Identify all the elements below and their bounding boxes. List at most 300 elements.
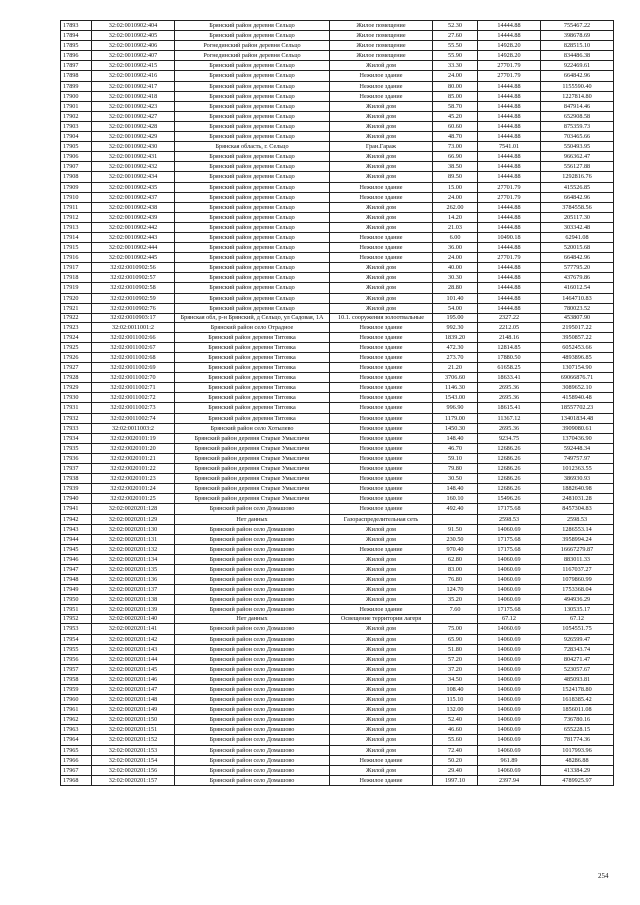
cell-cadastral-number: 32:02:0010902:58 bbox=[92, 283, 175, 293]
table-row bbox=[61, 544, 614, 554]
cell-cadastral-number: 32:02:0011002:74 bbox=[92, 413, 175, 423]
cell-specific-value: 14928.20 bbox=[478, 51, 541, 61]
cell-cadastral-number: 32:02:0010902:423 bbox=[92, 101, 175, 111]
cell-row-number: 17930 bbox=[61, 393, 92, 403]
cell-cadastral-number: 32:02:0020201:130 bbox=[92, 524, 175, 534]
cell-area: 24.00 bbox=[433, 71, 478, 81]
cell-object-type: Жилой дом bbox=[330, 554, 433, 564]
cell-object-type: Нежилое здание bbox=[330, 71, 433, 81]
cell-cadastral-value: 485093.81 bbox=[541, 674, 614, 684]
cell-cadastral-number: 32:02:0010902:437 bbox=[92, 192, 175, 202]
cell-cadastral-number: 32:02:0010902:405 bbox=[92, 31, 175, 41]
cell-row-number: 17913 bbox=[61, 222, 92, 232]
cell-object-type: Нежилое здание bbox=[330, 413, 433, 423]
cell-address: Брянский район деревня Сельцо bbox=[175, 303, 330, 313]
cell-area: 89.50 bbox=[433, 172, 478, 182]
cell-area: 101.40 bbox=[433, 293, 478, 303]
table-row bbox=[61, 332, 614, 342]
table-row bbox=[61, 464, 614, 474]
cell-specific-value: 14060.69 bbox=[478, 554, 541, 564]
cell-area: 1839.20 bbox=[433, 332, 478, 342]
cell-row-number: 17961 bbox=[61, 705, 92, 715]
cell-cadastral-number: 32:02:0020201:135 bbox=[92, 564, 175, 574]
cell-cadastral-number: 32:02:0020101:23 bbox=[92, 474, 175, 484]
cell-address: Брянский район деревня Сельцо bbox=[175, 172, 330, 182]
cell-cadastral-value: 1524178.80 bbox=[541, 685, 614, 695]
cell-cadastral-number: 32:02:0020201:147 bbox=[92, 685, 175, 695]
cell-address: Брянский район деревня Сельцо bbox=[175, 202, 330, 212]
cell-address: Брянский район село Домашово bbox=[175, 534, 330, 544]
cell-address: Брянский район деревня Сельцо bbox=[175, 182, 330, 192]
cell-cadastral-value: 3958994.24 bbox=[541, 534, 614, 544]
cell-specific-value: 14060.69 bbox=[478, 695, 541, 705]
cell-address: Брянский район село Домашово bbox=[175, 564, 330, 574]
cell-object-type: Нежилое здание bbox=[330, 363, 433, 373]
cell-area: 58.70 bbox=[433, 101, 478, 111]
cell-object-type: 10.1. сооружения золоотвальные bbox=[330, 313, 433, 322]
cell-area: 1146.30 bbox=[433, 383, 478, 393]
cell-area: 28.80 bbox=[433, 283, 478, 293]
cell-address: Брянский район деревня Сельцо bbox=[175, 222, 330, 232]
cell-address: Брянский район деревня Титовка bbox=[175, 342, 330, 352]
cell-area: 29.40 bbox=[433, 765, 478, 775]
cell-cadastral-number: 32:02:0020201:132 bbox=[92, 544, 175, 554]
cell-cadastral-number: 32:02:0020201:150 bbox=[92, 715, 175, 725]
cell-cadastral-number: 32:02:0010902:430 bbox=[92, 142, 175, 152]
cell-cadastral-value: 4158940.48 bbox=[541, 393, 614, 403]
cell-object-type: Нежилое здание bbox=[330, 464, 433, 474]
cell-row-number: 17921 bbox=[61, 303, 92, 313]
cell-address: Брянский район село Домашово bbox=[175, 605, 330, 615]
cell-specific-value: 15496.26 bbox=[478, 494, 541, 504]
cell-cadastral-value: 652908.58 bbox=[541, 111, 614, 121]
table-row bbox=[61, 514, 614, 524]
cell-address: Брянский район село Домашово bbox=[175, 664, 330, 674]
cell-object-type: Жилой дом bbox=[330, 585, 433, 595]
cell-area: 24.00 bbox=[433, 253, 478, 263]
cell-cadastral-value: 1017993.96 bbox=[541, 745, 614, 755]
cell-area: 46.60 bbox=[433, 725, 478, 735]
cell-area bbox=[433, 514, 478, 524]
cell-object-type: Жилой дом bbox=[330, 303, 433, 313]
cell-row-number: 17938 bbox=[61, 474, 92, 484]
table-row bbox=[61, 705, 614, 715]
cell-row-number: 17940 bbox=[61, 494, 92, 504]
cell-area: 72.40 bbox=[433, 745, 478, 755]
cell-address: Брянский район село Домашово bbox=[175, 755, 330, 765]
cell-specific-value: 2695.36 bbox=[478, 383, 541, 393]
cell-cadastral-number: 32:02:0010902:404 bbox=[92, 21, 175, 31]
cell-address: Брянский район деревня Старые Умысличи bbox=[175, 494, 330, 504]
cell-area: 37.20 bbox=[433, 664, 478, 674]
cell-specific-value: 14444.88 bbox=[478, 31, 541, 41]
cell-row-number: 17949 bbox=[61, 585, 92, 595]
cell-cadastral-number: 32:02:0010902:444 bbox=[92, 243, 175, 253]
cell-cadastral-number: 32:02:0011002:68 bbox=[92, 353, 175, 363]
cell-address: Брянский район село Домашово bbox=[175, 705, 330, 715]
cell-object-type: Нежилое здание bbox=[330, 373, 433, 383]
cell-cadastral-number: 32:02:0020201:142 bbox=[92, 634, 175, 644]
table-row bbox=[61, 303, 614, 313]
cell-area: 21.03 bbox=[433, 222, 478, 232]
cell-specific-value: 27701.79 bbox=[478, 71, 541, 81]
cell-row-number: 17946 bbox=[61, 554, 92, 564]
cell-cadastral-number: 32:02:0010902:407 bbox=[92, 51, 175, 61]
cell-cadastral-value: 6052453.66 bbox=[541, 342, 614, 352]
cell-cadastral-value: 1079860.99 bbox=[541, 575, 614, 585]
table-row bbox=[61, 253, 614, 263]
cell-cadastral-value: 804271.47 bbox=[541, 654, 614, 664]
table-row bbox=[61, 664, 614, 674]
table-body bbox=[61, 21, 614, 786]
cell-area: 55.90 bbox=[433, 51, 478, 61]
cell-specific-value: 14444.88 bbox=[478, 121, 541, 131]
cell-object-type: Жилой дом bbox=[330, 564, 433, 574]
table-row bbox=[61, 342, 614, 352]
cell-row-number: 17952 bbox=[61, 615, 92, 624]
cell-object-type: Нежилое здание bbox=[330, 443, 433, 453]
cell-address: Брянская обл, р-н Брянский, д Сельцо, ул Садовая, 1А bbox=[175, 313, 330, 322]
cell-row-number: 17929 bbox=[61, 383, 92, 393]
cell-address: Брянский район деревня Титовка bbox=[175, 393, 330, 403]
cell-area: 85.00 bbox=[433, 91, 478, 101]
cell-area: 14.20 bbox=[433, 212, 478, 222]
cell-address: Брянский район деревня Сельцо bbox=[175, 212, 330, 222]
cell-area: 1179.00 bbox=[433, 413, 478, 423]
table-row bbox=[61, 293, 614, 303]
cell-area: 30.50 bbox=[433, 474, 478, 484]
cell-specific-value: 14060.69 bbox=[478, 524, 541, 534]
table-row bbox=[61, 152, 614, 162]
cell-specific-value: 2695.36 bbox=[478, 423, 541, 433]
cell-cadastral-number: 32:02:0020201:134 bbox=[92, 554, 175, 564]
cell-row-number: 17958 bbox=[61, 674, 92, 684]
cell-cadastral-number: 32:02:0020201:148 bbox=[92, 695, 175, 705]
cell-address: Брянский район село Домашово bbox=[175, 765, 330, 775]
cell-cadastral-number: 32:02:0020201:143 bbox=[92, 644, 175, 654]
table-row bbox=[61, 273, 614, 283]
cell-row-number: 17934 bbox=[61, 433, 92, 443]
cell-specific-value: 12686.26 bbox=[478, 464, 541, 474]
cell-specific-value: 2397.94 bbox=[478, 775, 541, 785]
cell-cadastral-value: 736780.16 bbox=[541, 715, 614, 725]
cell-specific-value: 14444.88 bbox=[478, 91, 541, 101]
cell-specific-value: 27701.79 bbox=[478, 61, 541, 71]
cell-cadastral-number: 32:02:0010902:431 bbox=[92, 152, 175, 162]
cell-address: Рогнединский район деревня Сельцо bbox=[175, 51, 330, 61]
cell-specific-value: 17175.68 bbox=[478, 534, 541, 544]
cell-row-number: 17910 bbox=[61, 192, 92, 202]
cell-object-type: Нежилое здание bbox=[330, 81, 433, 91]
cell-cadastral-number: 32:02:0010902:417 bbox=[92, 81, 175, 91]
cell-cadastral-number: 32:02:0020101:20 bbox=[92, 443, 175, 453]
cell-row-number: 17941 bbox=[61, 504, 92, 514]
table-row bbox=[61, 31, 614, 41]
cell-specific-value: 14060.69 bbox=[478, 624, 541, 634]
cell-cadastral-value: 398678.69 bbox=[541, 31, 614, 41]
cell-specific-value: 14444.88 bbox=[478, 222, 541, 232]
cell-row-number: 17939 bbox=[61, 484, 92, 494]
cell-address: Брянский район деревня Сельцо bbox=[175, 71, 330, 81]
cell-cadastral-value: 664842.96 bbox=[541, 253, 614, 263]
cell-object-type: Жилой дом bbox=[330, 273, 433, 283]
cell-area: 273.70 bbox=[433, 353, 478, 363]
cell-cadastral-number: 32:02:0020101:19 bbox=[92, 433, 175, 443]
cell-cadastral-number: 32:02:0011002:71 bbox=[92, 383, 175, 393]
cell-address: Брянский район село Домашово bbox=[175, 595, 330, 605]
cell-specific-value: 14444.88 bbox=[478, 273, 541, 283]
cell-row-number: 17899 bbox=[61, 81, 92, 91]
cell-area: 21.20 bbox=[433, 363, 478, 373]
cell-object-type: Жилое помещение bbox=[330, 21, 433, 31]
cell-row-number: 17911 bbox=[61, 202, 92, 212]
cell-row-number: 17935 bbox=[61, 443, 92, 453]
cell-address: Брянский район деревня Сельцо bbox=[175, 263, 330, 273]
cell-area: 36.00 bbox=[433, 243, 478, 253]
cell-specific-value: 14444.88 bbox=[478, 172, 541, 182]
cell-cadastral-number: 32:02:0010902:442 bbox=[92, 222, 175, 232]
cell-row-number: 17918 bbox=[61, 273, 92, 283]
cell-address: Брянский район деревня Сельцо bbox=[175, 243, 330, 253]
cell-object-type: Нежилое здание bbox=[330, 91, 433, 101]
cell-specific-value: 2695.36 bbox=[478, 393, 541, 403]
cell-cadastral-number: 32:02:0020101:25 bbox=[92, 494, 175, 504]
table-row bbox=[61, 615, 614, 624]
cell-address: Брянский район деревня Сельцо bbox=[175, 273, 330, 283]
table-row bbox=[61, 605, 614, 615]
table-row bbox=[61, 585, 614, 595]
cell-area: 76.80 bbox=[433, 575, 478, 585]
table-row bbox=[61, 71, 614, 81]
cell-row-number: 17954 bbox=[61, 634, 92, 644]
cell-specific-value: 12686.26 bbox=[478, 453, 541, 463]
cell-cadastral-value: 437679.86 bbox=[541, 273, 614, 283]
cell-cadastral-value: 1155590.40 bbox=[541, 81, 614, 91]
table-row bbox=[61, 695, 614, 705]
cell-specific-value: 27701.79 bbox=[478, 182, 541, 192]
cell-cadastral-value: 48286.88 bbox=[541, 755, 614, 765]
cell-cadastral-number: 32:02:0010902:429 bbox=[92, 132, 175, 142]
cell-area: 52.30 bbox=[433, 21, 478, 31]
cell-cadastral-value: 1012363.55 bbox=[541, 464, 614, 474]
cell-cadastral-number: 32:02:0011001:2 bbox=[92, 322, 175, 332]
cell-cadastral-value: 2195017.22 bbox=[541, 322, 614, 332]
cell-cadastral-value: 453807.90 bbox=[541, 313, 614, 322]
cell-cadastral-value: 655228.15 bbox=[541, 725, 614, 735]
cell-cadastral-number: 32:02:0011003:2 bbox=[92, 423, 175, 433]
cell-specific-value: 14444.88 bbox=[478, 101, 541, 111]
cell-object-type: Жилой дом bbox=[330, 705, 433, 715]
cell-area: 83.00 bbox=[433, 564, 478, 574]
cell-row-number: 17895 bbox=[61, 41, 92, 51]
cell-object-type: Жилой дом bbox=[330, 283, 433, 293]
cell-object-type: Жилой дом bbox=[330, 634, 433, 644]
table-row bbox=[61, 685, 614, 695]
cell-row-number: 17914 bbox=[61, 232, 92, 242]
cell-row-number: 17955 bbox=[61, 644, 92, 654]
cell-cadastral-value: 1464710.83 bbox=[541, 293, 614, 303]
cell-area: 60.60 bbox=[433, 121, 478, 131]
cell-specific-value: 14060.69 bbox=[478, 715, 541, 725]
cell-address: Брянский район деревня Титовка bbox=[175, 373, 330, 383]
table-row bbox=[61, 142, 614, 152]
table-row bbox=[61, 443, 614, 453]
cell-object-type: Нежилое здание bbox=[330, 253, 433, 263]
cell-specific-value: 14060.69 bbox=[478, 585, 541, 595]
cell-row-number: 17894 bbox=[61, 31, 92, 41]
cell-specific-value: 14444.88 bbox=[478, 283, 541, 293]
cell-area: 108.40 bbox=[433, 685, 478, 695]
cell-area: 54.00 bbox=[433, 303, 478, 313]
cell-area: 1543.00 bbox=[433, 393, 478, 403]
cell-cadastral-number: 32:02:0020201:157 bbox=[92, 775, 175, 785]
cell-address: Брянский район деревня Сельцо bbox=[175, 121, 330, 131]
cell-cadastral-number: 32:02:0020201:153 bbox=[92, 745, 175, 755]
cell-specific-value: 2212.05 bbox=[478, 322, 541, 332]
cell-address: Брянский район деревня Сельцо bbox=[175, 283, 330, 293]
table-row bbox=[61, 504, 614, 514]
cell-specific-value: 10490.18 bbox=[478, 232, 541, 242]
cell-area: 124.70 bbox=[433, 585, 478, 595]
cell-object-type: Жилой дом bbox=[330, 715, 433, 725]
table-row bbox=[61, 474, 614, 484]
cell-address: Брянский район деревня Титовка bbox=[175, 403, 330, 413]
cell-specific-value: 14060.69 bbox=[478, 595, 541, 605]
cell-specific-value: 11367.12 bbox=[478, 413, 541, 423]
cell-area: 30.30 bbox=[433, 273, 478, 283]
cell-cadastral-value: 416012.54 bbox=[541, 283, 614, 293]
cell-area: 48.70 bbox=[433, 132, 478, 142]
cell-object-type: Нежилое здание bbox=[330, 755, 433, 765]
cell-object-type: Нежилое здание bbox=[330, 605, 433, 615]
cell-cadastral-number: 32:02:0020201:152 bbox=[92, 735, 175, 745]
cell-row-number: 17963 bbox=[61, 725, 92, 735]
cell-area: 55.50 bbox=[433, 41, 478, 51]
cell-address: Брянский район село Хотылево bbox=[175, 423, 330, 433]
cell-area: 195.00 bbox=[433, 313, 478, 322]
cell-object-type: Жилой дом bbox=[330, 674, 433, 684]
cell-address: Брянский район село Домашово bbox=[175, 674, 330, 684]
table-row bbox=[61, 162, 614, 172]
cell-cadastral-value: 703465.66 bbox=[541, 132, 614, 142]
document-page bbox=[60, 20, 594, 786]
cell-object-type: Жилой дом bbox=[330, 595, 433, 605]
cell-row-number: 17903 bbox=[61, 121, 92, 131]
cell-cadastral-number: 32:02:0011002:72 bbox=[92, 393, 175, 403]
cell-row-number: 17957 bbox=[61, 664, 92, 674]
cell-object-type: Жилой дом bbox=[330, 664, 433, 674]
cell-cadastral-value: 926599.47 bbox=[541, 634, 614, 644]
cell-row-number: 17942 bbox=[61, 514, 92, 524]
cell-specific-value: 17880.50 bbox=[478, 353, 541, 363]
cell-specific-value: 9234.75 bbox=[478, 433, 541, 443]
cell-cadastral-number: 32:02:0011002:67 bbox=[92, 342, 175, 352]
table-row bbox=[61, 41, 614, 51]
cell-row-number: 17920 bbox=[61, 293, 92, 303]
cell-address: Брянский район деревня Сельцо bbox=[175, 31, 330, 41]
cell-area: 75.00 bbox=[433, 624, 478, 634]
cell-object-type: Жилой дом bbox=[330, 101, 433, 111]
cell-row-number: 17937 bbox=[61, 464, 92, 474]
table-row bbox=[61, 132, 614, 142]
cell-object-type: Жилое помещение bbox=[330, 41, 433, 51]
cell-row-number: 17925 bbox=[61, 342, 92, 352]
table-row bbox=[61, 494, 614, 504]
cell-object-type: Жилой дом bbox=[330, 765, 433, 775]
cell-specific-value: 14060.69 bbox=[478, 735, 541, 745]
cell-specific-value: 14444.88 bbox=[478, 152, 541, 162]
cell-cadastral-number: 32:02:0010902:76 bbox=[92, 303, 175, 313]
cell-area: 262.00 bbox=[433, 202, 478, 212]
cell-cadastral-value: 415526.85 bbox=[541, 182, 614, 192]
table-row bbox=[61, 413, 614, 423]
cell-object-type: Жилой дом bbox=[330, 745, 433, 755]
cell-specific-value: 14444.88 bbox=[478, 293, 541, 303]
table-row bbox=[61, 745, 614, 755]
cell-object-type: Жилой дом bbox=[330, 111, 433, 121]
cell-object-type: Нежилое здание bbox=[330, 383, 433, 393]
cell-cadastral-value: 3950857.22 bbox=[541, 332, 614, 342]
cell-address: Брянский район деревня Старые Умысличи bbox=[175, 433, 330, 443]
cell-cadastral-number: 32:02:0010902:445 bbox=[92, 253, 175, 263]
cell-row-number: 17953 bbox=[61, 624, 92, 634]
cell-cadastral-value: 303342.48 bbox=[541, 222, 614, 232]
table-row bbox=[61, 484, 614, 494]
cell-address: Брянский район село Домашово bbox=[175, 745, 330, 755]
cell-row-number: 17904 bbox=[61, 132, 92, 142]
cell-cadastral-number: 32:02:0020201:140 bbox=[92, 615, 175, 624]
cell-object-type: Нежилое здание bbox=[330, 494, 433, 504]
cell-specific-value: 14060.69 bbox=[478, 644, 541, 654]
cell-area: 80.00 bbox=[433, 81, 478, 91]
cell-area: 55.60 bbox=[433, 735, 478, 745]
cell-row-number: 17893 bbox=[61, 21, 92, 31]
cell-cadastral-value: 2481031.28 bbox=[541, 494, 614, 504]
cell-cadastral-value: 664842.96 bbox=[541, 192, 614, 202]
table-row bbox=[61, 654, 614, 664]
cell-cadastral-value: 67.12 bbox=[541, 615, 614, 624]
table-row bbox=[61, 81, 614, 91]
table-row bbox=[61, 373, 614, 383]
cell-address: Брянский район село Домашово bbox=[175, 504, 330, 514]
cell-object-type: Жилой дом bbox=[330, 172, 433, 182]
cell-address: Брянский район село Домашово bbox=[175, 695, 330, 705]
cell-specific-value: 14060.69 bbox=[478, 725, 541, 735]
cell-area: 992.30 bbox=[433, 322, 478, 332]
cell-cadastral-value: 828515.10 bbox=[541, 41, 614, 51]
cell-specific-value: 14444.88 bbox=[478, 162, 541, 172]
cell-cadastral-number: 32:02:0010902:439 bbox=[92, 212, 175, 222]
cell-object-type: Жилой дом bbox=[330, 695, 433, 705]
cell-area: 45.20 bbox=[433, 111, 478, 121]
cell-address: Брянский район деревня Сельцо bbox=[175, 111, 330, 121]
cell-object-type: Газораспределительная сеть bbox=[330, 514, 433, 524]
cell-area: 15.00 bbox=[433, 182, 478, 192]
cell-object-type: Нежилое здание bbox=[330, 192, 433, 202]
cell-cadastral-value: 728343.74 bbox=[541, 644, 614, 654]
cell-specific-value: 14060.69 bbox=[478, 564, 541, 574]
cell-row-number: 17932 bbox=[61, 413, 92, 423]
table-row bbox=[61, 725, 614, 735]
table-row bbox=[61, 624, 614, 634]
cell-cadastral-value: 130535.17 bbox=[541, 605, 614, 615]
cell-specific-value: 14444.88 bbox=[478, 243, 541, 253]
cell-row-number: 17905 bbox=[61, 142, 92, 152]
cell-row-number: 17906 bbox=[61, 152, 92, 162]
cell-cadastral-value: 1370436.90 bbox=[541, 433, 614, 443]
cell-area: 65.90 bbox=[433, 634, 478, 644]
cell-row-number: 17951 bbox=[61, 605, 92, 615]
